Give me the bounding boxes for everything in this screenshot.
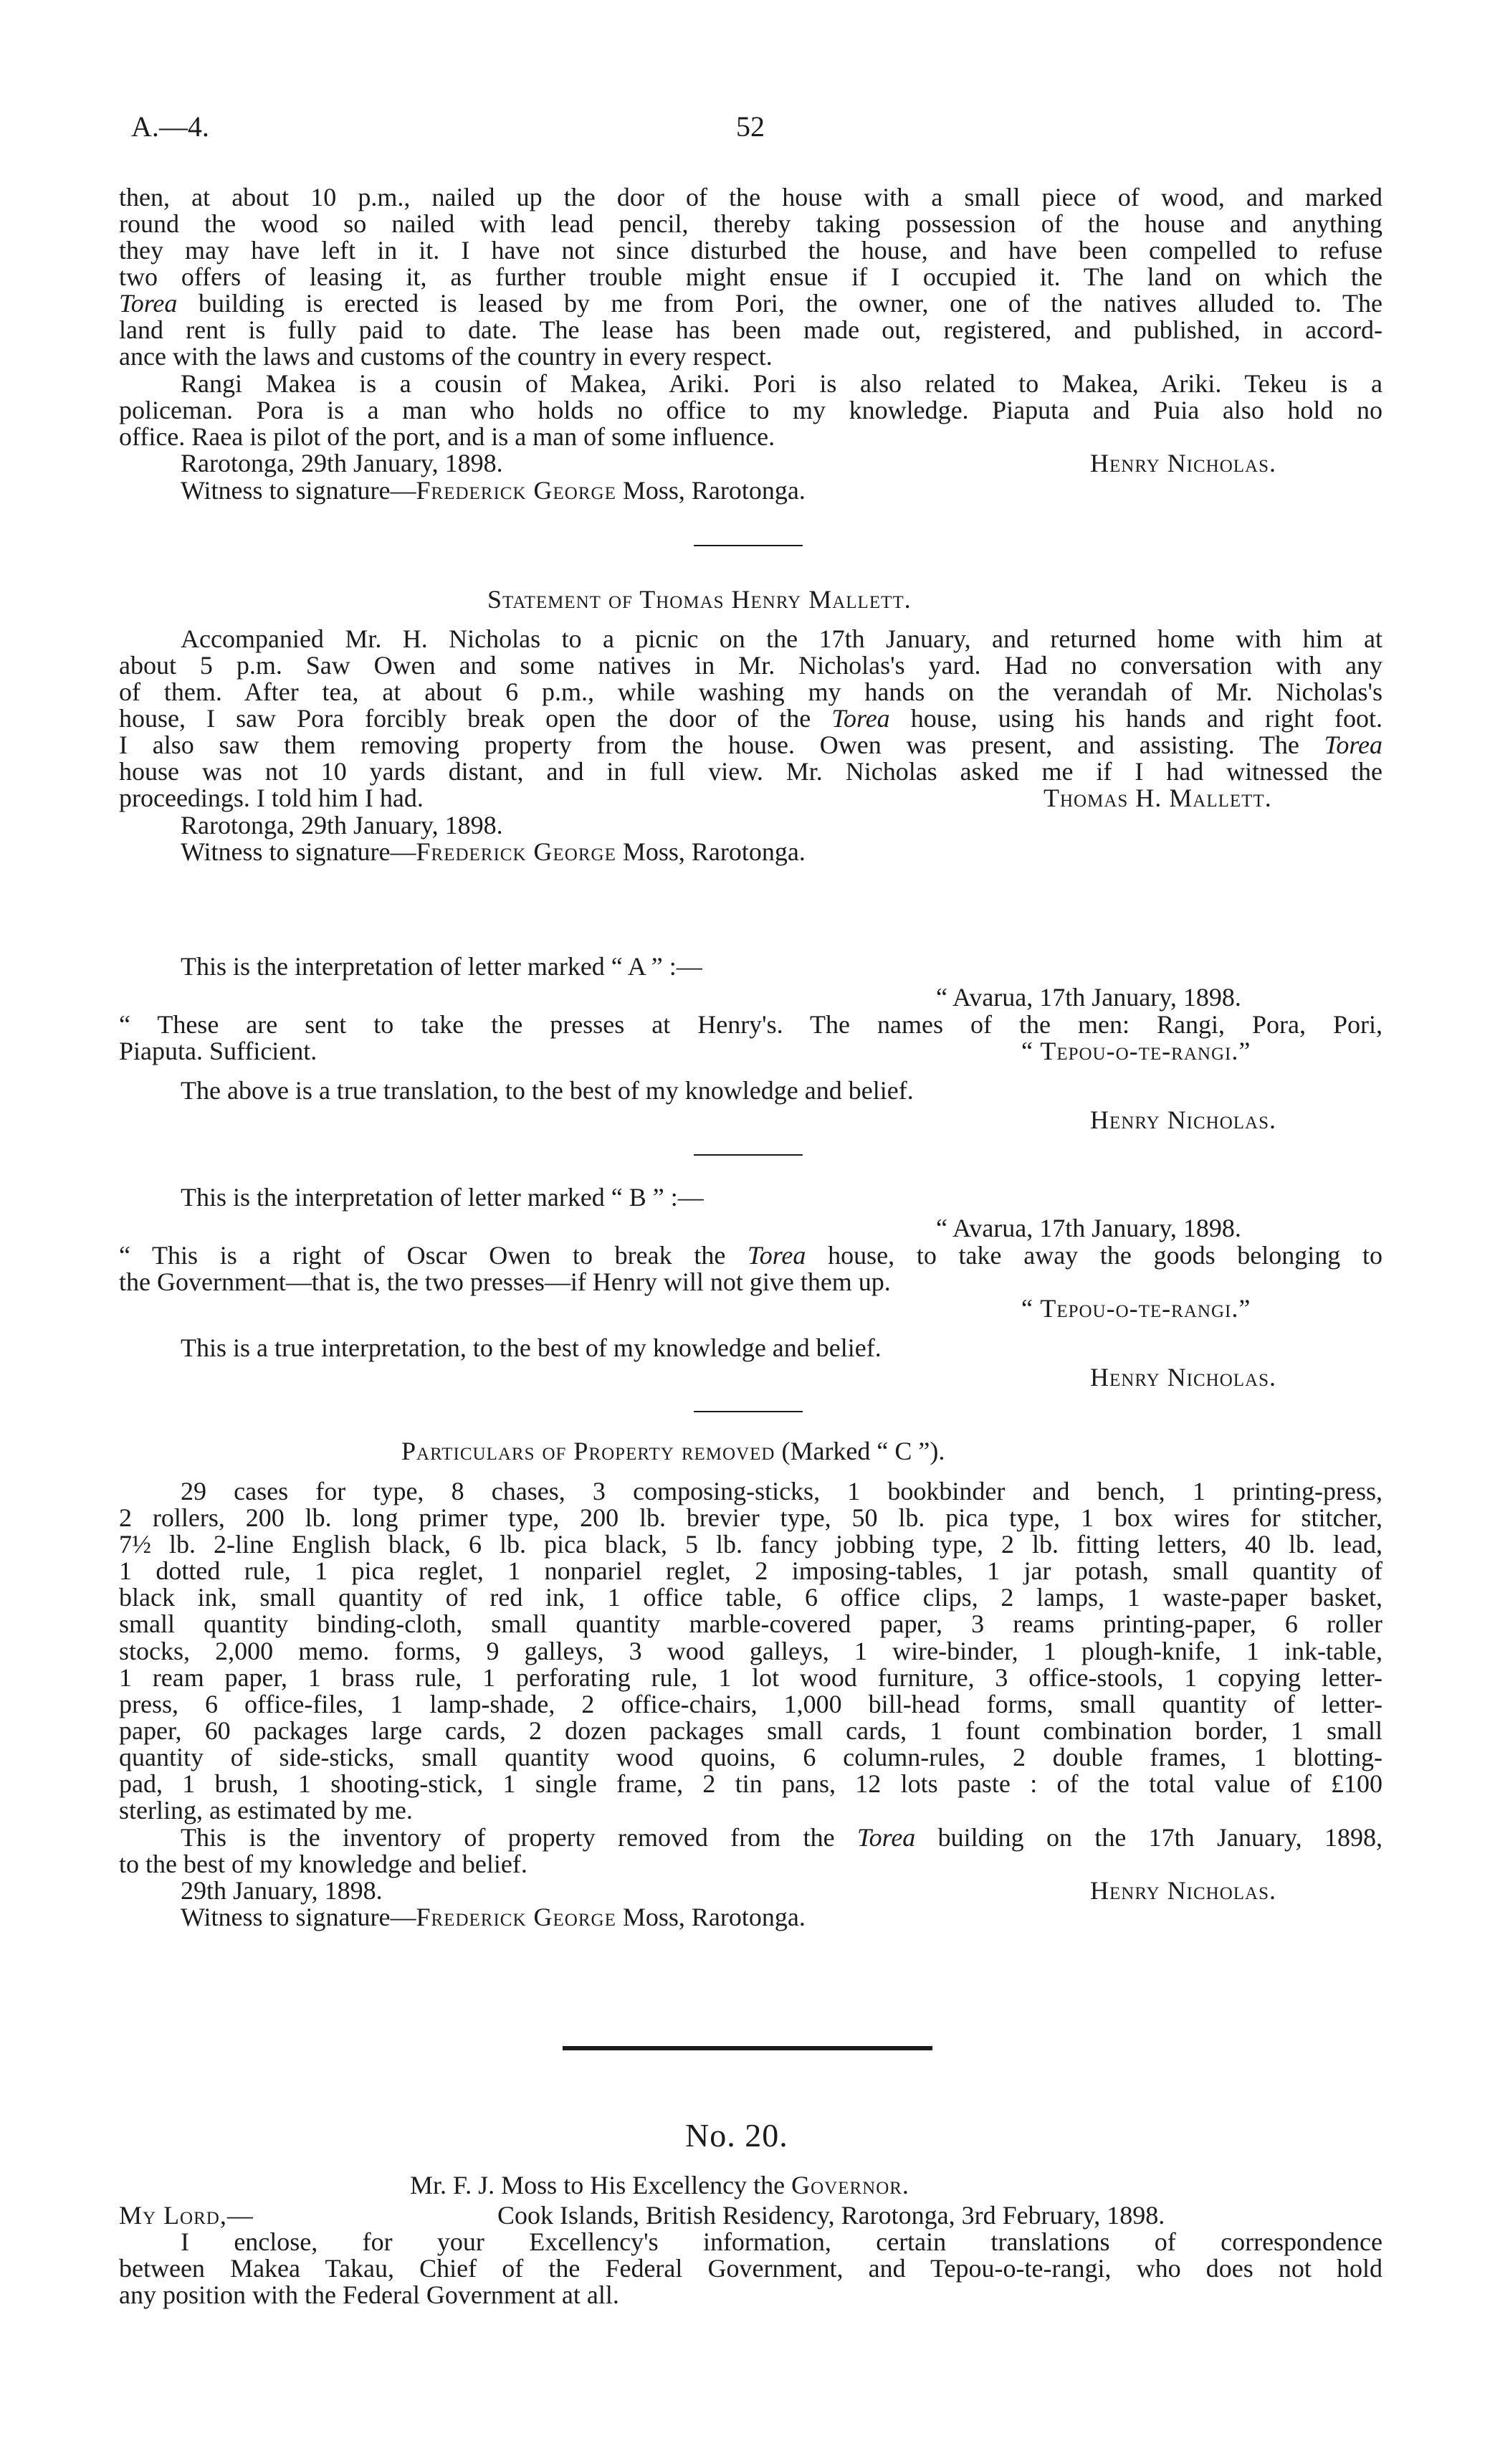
emphasis-torea: Torea: [831, 704, 890, 733]
section-heading: Statement of Thomas Henry Mallett.: [487, 585, 912, 614]
text-line: paper, 60 packages large cards, 2 dozen packages small cards, 1 fount combination border, 1 small: [119, 1716, 1382, 1745]
heavy-divider: [563, 2046, 932, 2050]
emphasis-torea: Torea: [748, 1241, 806, 1270]
document-subtitle: Mr. F. J. Moss to His Excellency the Governor.: [410, 2171, 909, 2199]
section-divider: [694, 1411, 803, 1412]
text-line: black ink, small quantity of red ink, 1 office table, 6 office clips, 2 lamps, 1 waste-paper basket,: [119, 1583, 1382, 1612]
letter-body: “ These are sent to take the presses at Henry's. The names of the men: Rangi, Pora, Pori,: [119, 1010, 1382, 1039]
salutation: My Lord,—: [119, 2201, 254, 2230]
emphasis-torea: Torea: [856, 1823, 916, 1852]
letter-dateline: “ Avarua, 17th January, 1898.: [936, 1214, 1241, 1242]
signature: Henry Nicholas.: [1090, 449, 1277, 477]
text-line: small quantity binding-cloth, small quantity marble-covered paper, 3 reams printing-paper, 6 roller: [119, 1609, 1382, 1638]
document-number: No. 20.: [685, 2117, 788, 2154]
dateline: Cook Islands, British Residency, Rarotonga, 3rd February, 1898.: [497, 2201, 1165, 2230]
text-line: 2 rollers, 200 lb. long primer type, 200 lb. brevier type, 50 lb. pica type, 1 box wires for stitcher,: [119, 1503, 1382, 1532]
text-line: between Makea Takau, Chief of the Federal Government, and Tepou-o-te-rangi, who does not hold: [119, 2254, 1382, 2283]
text-line: any position with the Federal Government at all.: [119, 2280, 619, 2309]
signature: Henry Nicholas.: [1090, 1105, 1277, 1134]
text-line: policeman. Pora is a man who holds no office to my knowledge. Piaputa and Puia also hold no: [119, 396, 1382, 424]
text-line: 1 ream paper, 1 brass rule, 1 perforating rule, 1 lot wood furniture, 3 office-stools, 1 copying letter-: [119, 1663, 1382, 1692]
text-line: house was not 10 yards distant, and in full view. Mr. Nicholas asked me if I had witnessed the: [119, 757, 1382, 786]
text-line: house, I saw Pora forcibly break open the door of the Torea house, using his hands and right foot.: [119, 704, 1382, 733]
text-line: pad, 1 brush, 1 shooting-stick, 1 single frame, 2 tin pans, 12 lots paste : of the total value of £100: [119, 1769, 1382, 1798]
letter-body: Piaputa. Sufficient.: [119, 1037, 317, 1065]
section-divider: [694, 1154, 803, 1156]
place-date: Rarotonga, 29th January, 1898.: [181, 449, 503, 477]
text-line: proceedings. I told him I had.: [119, 784, 424, 812]
letter-intro: This is the interpretation of letter marked “ B ” :—: [181, 1183, 704, 1212]
page-number: 52: [736, 110, 765, 143]
attestation: The above is a true translation, to the best of my knowledge and belief.: [181, 1076, 914, 1105]
text-line: I also saw them removing property from the house. Owen was present, and assisting. The Torea: [119, 731, 1382, 759]
letter-sender: “ Tepou-o-te-rangi.”: [1021, 1294, 1251, 1323]
text-line: office. Raea is pilot of the port, and is a man of some influence.: [119, 422, 775, 451]
signature: Thomas H. Mallett.: [1044, 784, 1272, 812]
emphasis-torea: Torea: [1324, 731, 1382, 759]
text-line: about 5 p.m. Saw Owen and some natives in Mr. Nicholas's yard. Had no conversation with any: [119, 651, 1382, 680]
text-line: sterling, as estimated by me.: [119, 1796, 413, 1825]
text-line: Accompanied Mr. H. Nicholas to a picnic on the 17th January, and returned home with him at: [181, 624, 1382, 653]
text-line: they may have left in it. I have not since disturbed the house, and have been compelled to refuse: [119, 236, 1382, 265]
text-line: stocks, 2,000 memo. forms, 9 galleys, 3 wood galleys, 1 wire-binder, 1 plough-knife, 1 ink-table,: [119, 1637, 1382, 1665]
letter-body: “ This is a right of Oscar Owen to break the Torea house, to take away the goods belonging to: [119, 1241, 1383, 1270]
witness-line: Witness to signature—Frederick George Moss, Rarotonga.: [181, 476, 806, 505]
text-line: 7½ lb. 2-line English black, 6 lb. pica black, 5 lb. fancy jobbing type, 2 lb. fitting letters, 40 lb. lead,: [119, 1530, 1382, 1559]
letter-sender: “ Tepou-o-te-rangi.”: [1021, 1037, 1251, 1065]
text-line: to the best of my knowledge and belief.: [119, 1850, 527, 1878]
attestation: This is a true interpretation, to the best of my knowledge and belief.: [181, 1333, 882, 1362]
text-line: then, at about 10 p.m., nailed up the door of the house with a small piece of wood, and marked: [119, 183, 1382, 211]
text-line: press, 6 office-files, 1 lamp-shade, 2 office-chairs, 1,000 bill-head forms, small quantity of letter-: [119, 1690, 1382, 1718]
document-reference: A.—4.: [131, 110, 209, 143]
text-line: of them. After tea, at about 6 p.m., while washing my hands on the verandah of Mr. Nicholas's: [119, 677, 1382, 706]
text-line: 1 dotted rule, 1 pica reglet, 1 nonpariel reglet, 2 imposing-tables, 1 jar potash, small quantity of: [119, 1556, 1382, 1585]
letter-dateline: “ Avarua, 17th January, 1898.: [936, 983, 1241, 1012]
text-line: 29 cases for type, 8 chases, 3 composing-sticks, 1 bookbinder and bench, 1 printing-press,: [181, 1477, 1382, 1505]
text-line: quantity of side-sticks, small quantity wood quoins, 6 column-rules, 2 double frames, 1 blotting-: [119, 1743, 1382, 1771]
text-line: Torea building is erected is leased by me from Pori, the owner, one of the natives alluded to. The: [119, 289, 1382, 318]
text-line: round the wood so nailed with lead pencil, thereby taking possession of the house and anything: [119, 209, 1382, 238]
signature: Henry Nicholas.: [1090, 1876, 1277, 1905]
letter-intro: This is the interpretation of letter marked “ A ” :—: [181, 952, 702, 981]
text-line: Rangi Makea is a cousin of Makea, Ariki. Pori is also related to Makea, Ariki. Tekeu is a: [181, 369, 1382, 398]
section-divider: [694, 545, 803, 546]
text-line: I enclose, for your Excellency's information, certain translations of correspondence: [181, 2227, 1382, 2256]
witness-line: Witness to signature—Frederick George Moss, Rarotonga.: [181, 1903, 806, 1931]
text-line: This is the inventory of property removed from the Torea building on the 17th January, 1898,: [181, 1823, 1382, 1852]
letter-body: the Government—that is, the two presses—if Henry will not give them up.: [119, 1267, 891, 1296]
emphasis-torea: Torea: [119, 289, 178, 318]
text-line: land rent is fully paid to date. The lease has been made out, registered, and published, in accord-: [119, 315, 1382, 344]
date-line: 29th January, 1898.: [181, 1876, 383, 1905]
witness-line: Witness to signature—Frederick George Moss, Rarotonga.: [181, 837, 806, 866]
signature: Henry Nicholas.: [1090, 1363, 1277, 1392]
text-line: ance with the laws and customs of the country in every respect.: [119, 342, 773, 371]
place-date: Rarotonga, 29th January, 1898.: [181, 811, 503, 839]
section-heading: Particulars of Property removed (Marked “ C ”).: [401, 1437, 945, 1465]
text-line: two offers of leasing it, as further trouble might ensue if I occupied it. The land on which the: [119, 262, 1382, 291]
